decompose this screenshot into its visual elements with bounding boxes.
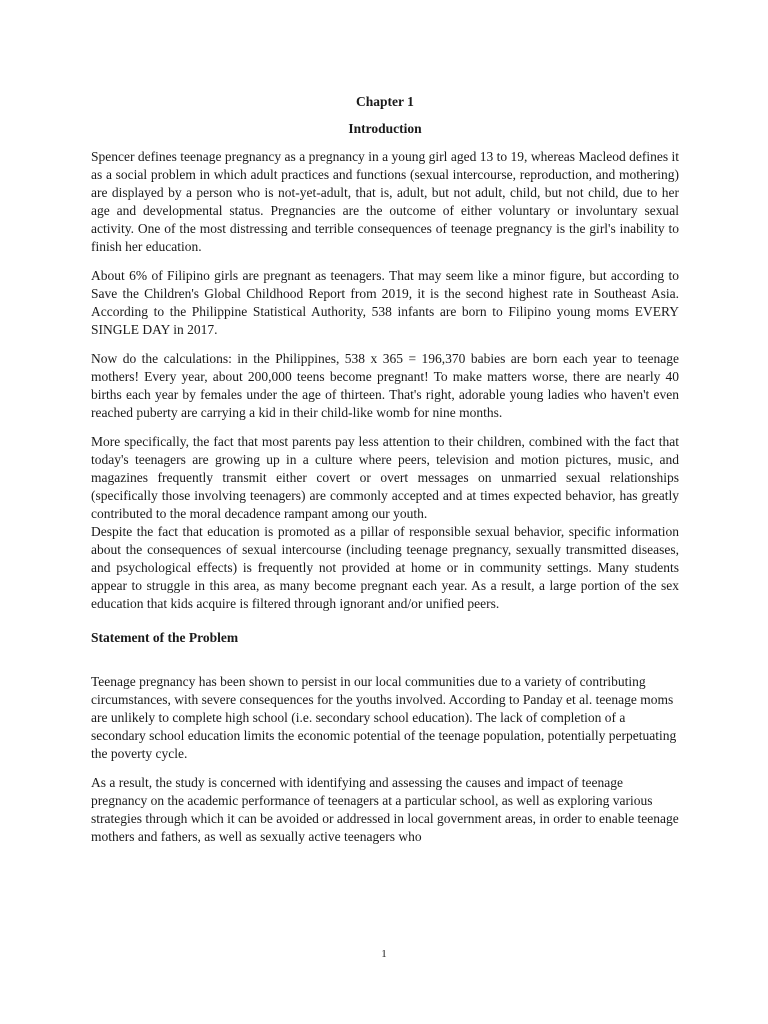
intro-paragraph-4: More specifically, the fact that most parents pay less attention to their children, combined with the fact that today's teenagers are growing up in a culture where peers, television and motion pictures, music, and magazines frequently transmit either covert or overt messages on unmarried sexual relationships (specifically those involving teenagers) are commonly accepted and at times expected behavior, has greatly contributed to the moral decadence rampant among our youth. — [91, 434, 679, 521]
problem-paragraph-2: As a result, the study is concerned with identifying and assessing the causes and impact of teenage pregnancy on the academic performance of teenagers at a particular school, as well as exploring various strategies through which it can be avoided or addressed in local government areas, in order to enable teenage mothers and fathers, as well as sexually active teenagers who — [91, 775, 679, 844]
document-page — [91, 93, 679, 857]
intro-paragraph-1: Spencer defines teenage pregnancy as a pregnancy in a young girl aged 13 to 19, whereas Macleod defines it as a social problem in which adult practices and functions (sexual intercourse, reproduction, and mothering) are displayed by a person who is not-yet-adult, that is, adult, but not adult, child, but not child, due to her age and developmental status. Pregnancies are the outcome of either voluntary or involuntary sexual activity. One of the most distressing and terrible consequences of teenage pregnancy is the girl's inability to finish her education. — [91, 149, 679, 254]
intro-paragraph-5: Despite the fact that education is promoted as a pillar of responsible sexual behavior, specific information about the consequences of sexual intercourse (including teenage pregnancy, sexually transmitted diseases, and psychological effects) is frequently not provided at home or in community settings. Many students appear to struggle in this area, as many become pregnant each year. As a result, a large portion of the sex education that kids acquire is filtered through ignorant and/or unified peers. — [91, 524, 679, 611]
problem-paragraph-1: Teenage pregnancy has been shown to persist in our local communities due to a variety of contributing circumstances, with severe consequences for the youths involved. According to Panday et al. teenage moms are unlikely to complete high school (i.e. secondary school education). The lack of completion of a secondary school education limits the economic potential of the teenage population, potentially perpetuating the poverty cycle. — [91, 674, 677, 761]
intro-paragraph-2: About 6% of Filipino girls are pregnant as teenagers. That may seem like a minor figure, but according to Save the Children's Global Childhood Report from 2019, it is the second highest rate in Southeast Asia. According to the Philippine Statistical Authority, 538 infants are born to Filipino young moms EVERY SINGLE DAY in 2017. — [91, 268, 679, 337]
intro-paragraph-3: Now do the calculations: in the Philippines, 538 x 365 = 196,370 babies are born each year to teenage mothers! Every year, about 200,000 teens become pregnant! To make matters worse, there are nearly 40 births each year by females under the age of thirteen. That's right, adorable young ladies who haven't even reached puberty are carrying a kid in their child-like womb for nine months. — [91, 351, 679, 420]
page-number: 1 — [381, 948, 387, 960]
page-title: Introduction — [348, 121, 422, 136]
chapter-label: Chapter 1 — [356, 94, 414, 109]
section-heading: Statement of the Problem — [91, 630, 239, 645]
